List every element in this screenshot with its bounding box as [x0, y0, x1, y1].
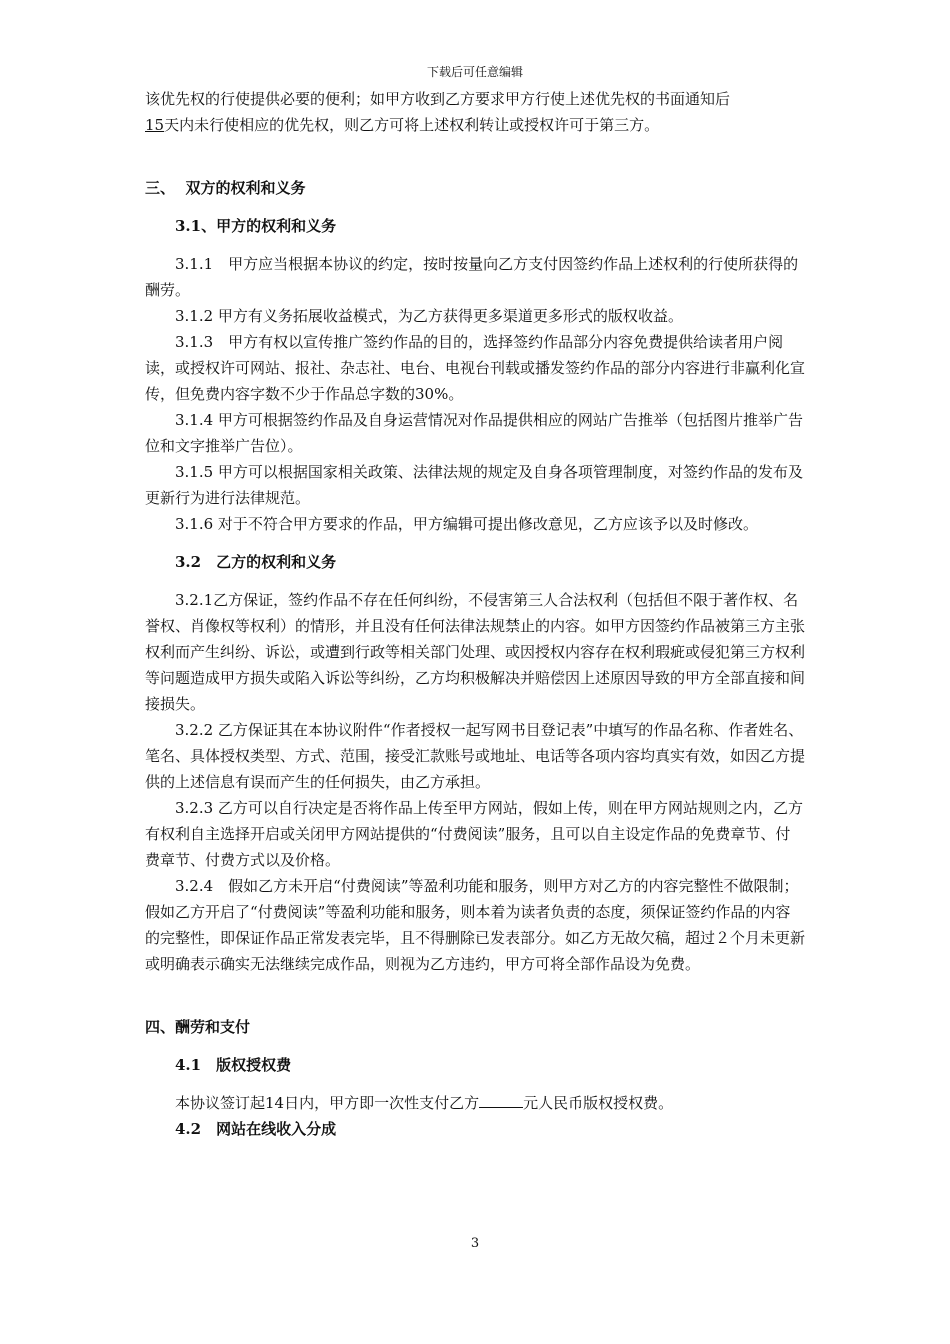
intro-line1: 该优先权的行使提供必要的便利；如甲方收到乙方要求甲方行使上述优先权的书面通知后 — [145, 90, 731, 108]
section-3-number: 三、 — [145, 179, 176, 197]
clause-3-1-2: 3.1.2 甲方有义务拓展收益模式，为乙方获得更多渠道更多形式的版权收益。 — [175, 307, 683, 325]
clause-3-2-4: 3.2.4 假如乙方未开启“付费阅读”等盈利功能和服务，则甲方对乙方的内容完整性不做限制；假如乙方开启了“付费阅读”等盈利功能和服务，则本着为读者负责的态度，须保证签约作品的内容的完整性，即保证作品正常发表完毕，且不得删除已发表部分。如乙方无故欠稿，超过２个月未更新或明确表示确实无法继续完成作品，则视为乙方违约，甲方可将全部作品设为免费。 — [145, 877, 806, 973]
clause-3-1-6: 3.1.6 对于不符合甲方要求的作品，甲方编辑可提出修改意见，乙方应该予以及时修改。 — [175, 515, 758, 533]
section-4-heading: 四、酬劳和支付 — [145, 1018, 251, 1036]
amount-blank — [479, 1093, 523, 1108]
section-3-2-heading: 3.2 乙方的权利和义务 — [175, 553, 337, 571]
page-number: 3 — [470, 1236, 480, 1251]
intro-line2: 天内未行使相应的优先权，则乙方可将上述权利转让或授权许可于第三方。 — [164, 116, 660, 134]
intro-paragraph — [145, 86, 805, 138]
section-4-2-heading: 4.2 网站在线收入分成 — [175, 1120, 337, 1138]
section-3-heading — [145, 175, 805, 201]
document-body — [145, 86, 805, 1142]
page-header: 下载后可任意编辑 — [426, 65, 523, 79]
section-4-1-heading: 4.1 版权授权费 — [175, 1056, 292, 1074]
clause-3-2-3: 3.2.3 乙方可以自行决定是否将作品上传至甲方网站，假如上传，则在甲方网站规则之内，乙方有权利自主选择开启或关闭甲方网站提供的“付费阅读”服务，且可以自主设定作品的免费章节、付费章节、付费方式以及价格。 — [145, 799, 803, 869]
intro-days: 15 — [145, 116, 165, 134]
clause-3-1-1: 3.1.1 甲方应当根据本协议的约定，按时按量向乙方支付因签约作品上述权利的行使所获得的酬劳。 — [145, 255, 799, 299]
clause-4-1-text-before: 本协议签订起14日内，甲方即一次性支付乙方 — [175, 1094, 480, 1112]
clause-3-2-2: 3.2.2 乙方保证其在本协议附件“作者授权一起写网书目登记表”中填写的作品名称、作者姓名、笔名、具体授权类型、方式、范围，接受汇款账号或地址、电话等各项内容均真实有效，如因乙方提供的上述信息有误而产生的任何损失，由乙方承担。 — [145, 721, 806, 791]
clause-3-1-5: 3.1.5 甲方可以根据国家相关政策、法律法规的规定及自身各项管理制度，对签约作品的发布及更新行为进行法律规范。 — [145, 463, 803, 507]
clause-3-1-3: 3.1.3 甲方有权以宣传推广签约作品的目的，选择签约作品部分内容免费提供给读者用户阅读，或授权许可网站、报社、杂志社、电台、电视台刊载或播发签约作品的部分内容进行非赢利化宣传，但免费内容字数不少于作品总字数的30%。 — [145, 333, 806, 403]
clause-3-1-4: 3.1.4 甲方可根据签约作品及自身运营情况对作品提供相应的网站广告推举（包括图片推举广告位和文字推举广告位）。 — [145, 411, 803, 455]
clause-4-1-text — [145, 1090, 805, 1116]
clause-4-1-text-after: 元人民币版权授权费。 — [523, 1094, 674, 1112]
section-3-title: 双方的权利和义务 — [185, 179, 306, 197]
clause-3-2-1: 3.2.1乙方保证，签约作品不存在任何纠纷，不侵害第三人合法权利（包括但不限于著作权、名誉权、肖像权等权利）的情形，并且没有任何法律法规禁止的内容。如甲方因签约作品被第三方主张权利而产生纠纷、诉讼，或遭到行政等相关部门处理、或因授权内容存在权利瑕疵或侵犯第三方权利等问题造成甲方损失或陷入诉讼等纠纷，乙方均积极解决并赔偿因上述原因导致的甲方全部直接和间接损失。 — [145, 591, 806, 713]
section-3-1-heading: 3.1、甲方的权利和义务 — [175, 217, 337, 235]
